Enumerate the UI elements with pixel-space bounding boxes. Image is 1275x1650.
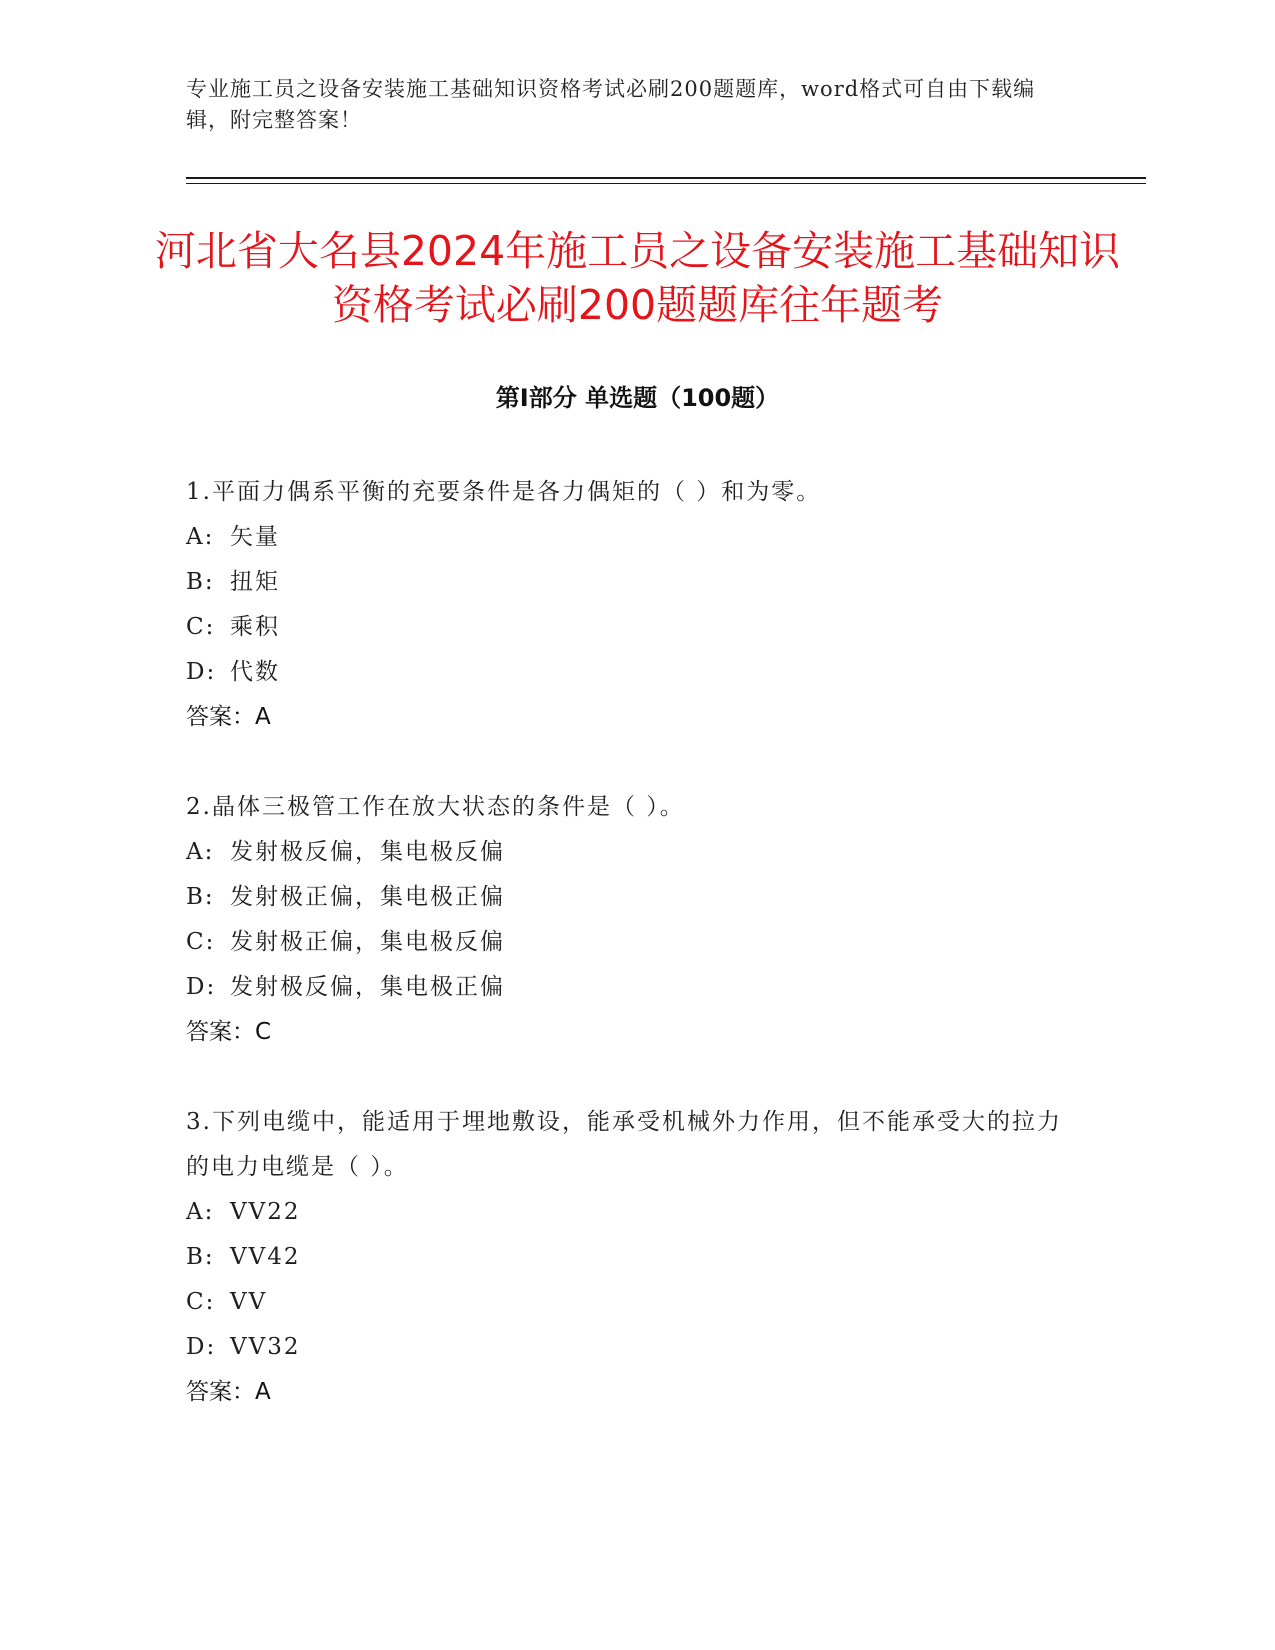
option-text: 矢量 [230,524,280,550]
option-a [186,1190,1086,1235]
option-c [186,605,1086,650]
option-text: 代数 [230,659,280,685]
option-key: B: [186,884,215,910]
option-b [186,560,1086,605]
option-key: C: [186,1289,216,1315]
option-c [186,1280,1086,1325]
question-text: 1.平面力偶系平衡的充要条件是各力偶矩的（ ）和为零。 [186,479,822,505]
header-note: 专业施工员之设备安装施工基础知识资格考试必刷200题题库，word格式可自由下载编辑，附完整答案！ [186,77,1036,132]
option-text: VV32 [230,1334,301,1360]
option-a [186,830,1086,875]
header-divider-thin [186,183,1146,184]
option-text: VV22 [230,1199,301,1225]
option-key: B: [186,569,215,595]
option-text: 发射极反偏，集电极反偏 [230,839,505,865]
option-key: B: [186,1244,215,1270]
question-2 [186,785,1086,1055]
option-text: VV42 [230,1244,301,1270]
option-b [186,875,1086,920]
option-d [186,965,1086,1010]
option-key: D: [186,974,217,1000]
option-key: C: [186,614,216,640]
question-text: 3.下列电缆中，能适用于埋地敷设，能承受机械外力作用，但不能承受大的拉力的电力电缆是（ ）。 [186,1109,1062,1180]
answer: 答案：C [186,1019,272,1045]
option-text: VV [230,1289,268,1315]
document-title: 河北省大名县2024年施工员之设备安装施工基础知识资格考试必刷200题题库往年题考 [154,227,1121,329]
option-c [186,920,1086,965]
option-d [186,1325,1086,1370]
section-heading: 第Ⅰ部分 单选题（100题） [495,384,780,412]
option-text: 扭矩 [230,569,280,595]
option-d [186,650,1086,695]
option-b [186,1235,1086,1280]
option-text: 发射极反偏，集电极正偏 [230,974,505,1000]
question-3 [186,1100,1086,1415]
answer: 答案：A [186,1379,271,1405]
header-divider-thick [186,177,1146,179]
answer: 答案：A [186,704,271,730]
option-text: 乘积 [230,614,280,640]
option-key: A: [186,839,215,865]
option-key: D: [186,659,217,685]
question-1 [186,470,1086,740]
option-key: A: [186,524,215,550]
option-key: A: [186,1199,215,1225]
option-key: D: [186,1334,217,1360]
question-text: 2.晶体三极管工作在放大状态的条件是（ ）。 [186,794,685,820]
option-text: 发射极正偏，集电极反偏 [230,929,505,955]
option-text: 发射极正偏，集电极正偏 [230,884,505,910]
option-key: C: [186,929,216,955]
option-a [186,515,1086,560]
question-list [186,470,1086,1460]
